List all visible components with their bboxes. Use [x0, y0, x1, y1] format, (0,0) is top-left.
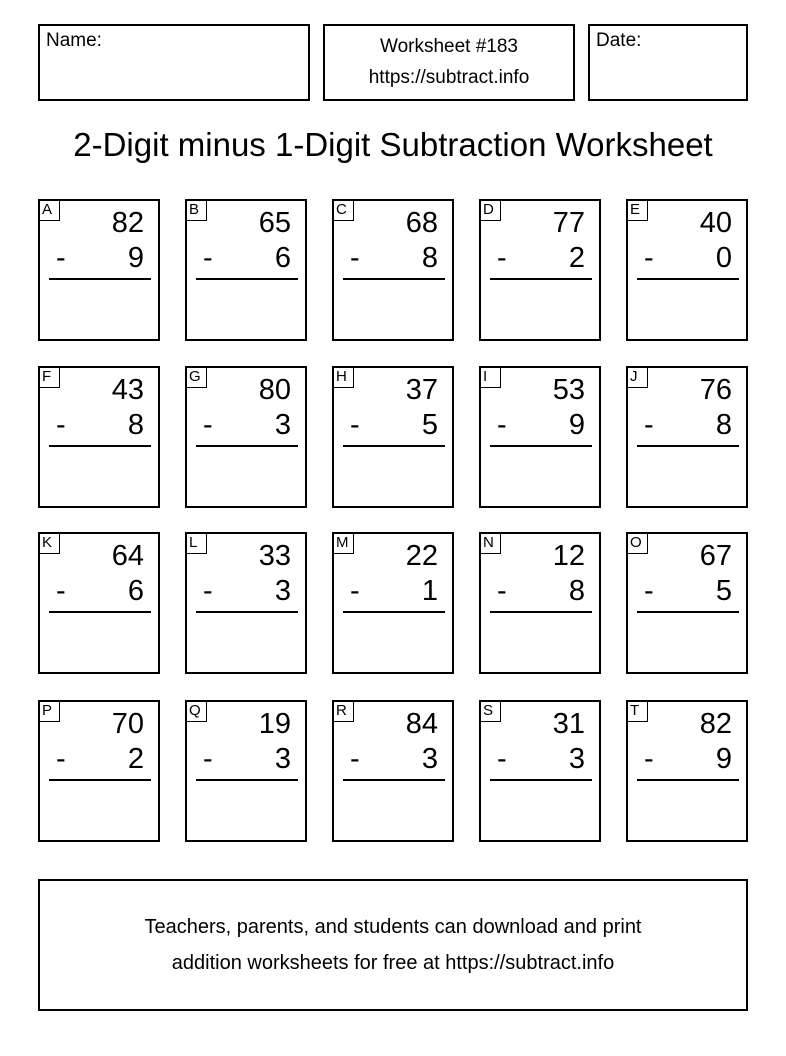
problem-box[interactable]: [479, 700, 601, 842]
problem-box[interactable]: [479, 199, 601, 341]
footer-line-1: Teachers, parents, and students can download and print: [144, 916, 642, 938]
minuend: 82: [699, 708, 732, 740]
minus-sign: -: [350, 575, 360, 607]
answer-line: [196, 278, 298, 280]
answer-line: [49, 278, 151, 280]
problem-letter: A: [38, 199, 60, 221]
problem-letter: L: [185, 532, 207, 554]
minus-sign: -: [644, 242, 654, 274]
minuend: 68: [405, 207, 438, 239]
problem-box[interactable]: [38, 700, 160, 842]
problem-letter: S: [479, 700, 501, 722]
minuend: 22: [405, 540, 438, 572]
subtrahend: 9: [568, 409, 585, 441]
answer-line: [637, 445, 739, 447]
minus-sign: -: [203, 242, 213, 274]
subtrahend: 3: [274, 409, 291, 441]
minus-sign: -: [350, 242, 360, 274]
answer-line: [196, 445, 298, 447]
subtrahend: 1: [421, 575, 438, 607]
problem-letter: F: [38, 366, 60, 388]
answer-line: [343, 278, 445, 280]
subtrahend: 0: [715, 242, 732, 274]
minuend: 82: [111, 207, 144, 239]
subtrahend: 2: [568, 242, 585, 274]
problem-letter: K: [38, 532, 60, 554]
minus-sign: -: [644, 743, 654, 775]
subtrahend: 5: [421, 409, 438, 441]
minuend: 53: [552, 374, 585, 406]
minuend: 31: [552, 708, 585, 740]
answer-line: [343, 779, 445, 781]
problem-box[interactable]: [626, 700, 748, 842]
minuend: 76: [699, 374, 732, 406]
subtrahend: 8: [127, 409, 144, 441]
problem-box[interactable]: [626, 366, 748, 508]
problem-box[interactable]: [38, 366, 160, 508]
minuend: 19: [258, 708, 291, 740]
subtrahend: 3: [568, 743, 585, 775]
problem-box[interactable]: [185, 366, 307, 508]
problem-box[interactable]: [626, 532, 748, 674]
problem-box[interactable]: [626, 199, 748, 341]
minuend: 84: [405, 708, 438, 740]
subtrahend: 9: [127, 242, 144, 274]
problem-letter: H: [332, 366, 354, 388]
problem-letter: J: [626, 366, 648, 388]
minus-sign: -: [350, 409, 360, 441]
worksheet-number: Worksheet #183: [379, 36, 518, 57]
subtrahend: 6: [274, 242, 291, 274]
answer-line: [49, 445, 151, 447]
answer-line: [490, 779, 592, 781]
minus-sign: -: [497, 743, 507, 775]
problem-box[interactable]: [332, 366, 454, 508]
problem-letter: G: [185, 366, 207, 388]
minus-sign: -: [56, 575, 66, 607]
problem-letter: M: [332, 532, 354, 554]
minus-sign: -: [497, 575, 507, 607]
minus-sign: -: [203, 575, 213, 607]
problem-letter: T: [626, 700, 648, 722]
minuend: 64: [111, 540, 144, 572]
problem-box[interactable]: [185, 199, 307, 341]
problem-box[interactable]: [332, 532, 454, 674]
minus-sign: -: [203, 409, 213, 441]
problem-letter: N: [479, 532, 501, 554]
answer-line: [490, 611, 592, 613]
minus-sign: -: [497, 242, 507, 274]
minus-sign: -: [497, 409, 507, 441]
problem-box[interactable]: [479, 366, 601, 508]
subtrahend: 8: [421, 242, 438, 274]
problem-letter: I: [479, 366, 501, 388]
problem-box[interactable]: [479, 532, 601, 674]
problem-letter: E: [626, 199, 648, 221]
problem-box[interactable]: [38, 199, 160, 341]
subtrahend: 3: [421, 743, 438, 775]
minus-sign: -: [203, 743, 213, 775]
answer-line: [637, 278, 739, 280]
minuend: 12: [552, 540, 585, 572]
answer-line: [490, 445, 592, 447]
answer-line: [49, 779, 151, 781]
subtrahend: 9: [715, 743, 732, 775]
problem-letter: B: [185, 199, 207, 221]
minuend: 33: [258, 540, 291, 572]
footer-box: [38, 879, 748, 1011]
answer-line: [49, 611, 151, 613]
subtrahend: 8: [715, 409, 732, 441]
minuend: 65: [258, 207, 291, 239]
minuend: 40: [699, 207, 732, 239]
worksheet-url: https://subtract.info: [368, 67, 530, 88]
subtrahend: 5: [715, 575, 732, 607]
problem-letter: O: [626, 532, 648, 554]
answer-line: [343, 611, 445, 613]
footer-line-2: addition worksheets for free at https://subtract.info: [171, 952, 615, 974]
date-label: Date:: [596, 30, 642, 51]
name-label: Name:: [46, 30, 102, 51]
answer-line: [490, 278, 592, 280]
subtrahend: 8: [568, 575, 585, 607]
subtrahend: 2: [127, 743, 144, 775]
minus-sign: -: [350, 743, 360, 775]
minuend: 37: [405, 374, 438, 406]
minuend: 67: [699, 540, 732, 572]
minuend: 80: [258, 374, 291, 406]
problem-letter: R: [332, 700, 354, 722]
minuend: 70: [111, 708, 144, 740]
problem-letter: C: [332, 199, 354, 221]
minuend: 43: [111, 374, 144, 406]
minus-sign: -: [56, 242, 66, 274]
problem-letter: D: [479, 199, 501, 221]
page-title: 2-Digit minus 1-Digit Subtraction Worksheet: [73, 126, 713, 163]
minuend: 77: [552, 207, 585, 239]
minus-sign: -: [644, 575, 654, 607]
answer-line: [196, 611, 298, 613]
answer-line: [637, 779, 739, 781]
minus-sign: -: [644, 409, 654, 441]
problem-box[interactable]: [38, 532, 160, 674]
problem-box[interactable]: [185, 532, 307, 674]
problem-box[interactable]: [185, 700, 307, 842]
subtrahend: 3: [274, 743, 291, 775]
minus-sign: -: [56, 409, 66, 441]
answer-line: [343, 445, 445, 447]
subtrahend: 3: [274, 575, 291, 607]
answer-line: [637, 611, 739, 613]
problem-letter: Q: [185, 700, 207, 722]
answer-line: [196, 779, 298, 781]
problem-letter: P: [38, 700, 60, 722]
minus-sign: -: [56, 743, 66, 775]
problem-box[interactable]: [332, 700, 454, 842]
problem-box[interactable]: [332, 199, 454, 341]
subtrahend: 6: [127, 575, 144, 607]
